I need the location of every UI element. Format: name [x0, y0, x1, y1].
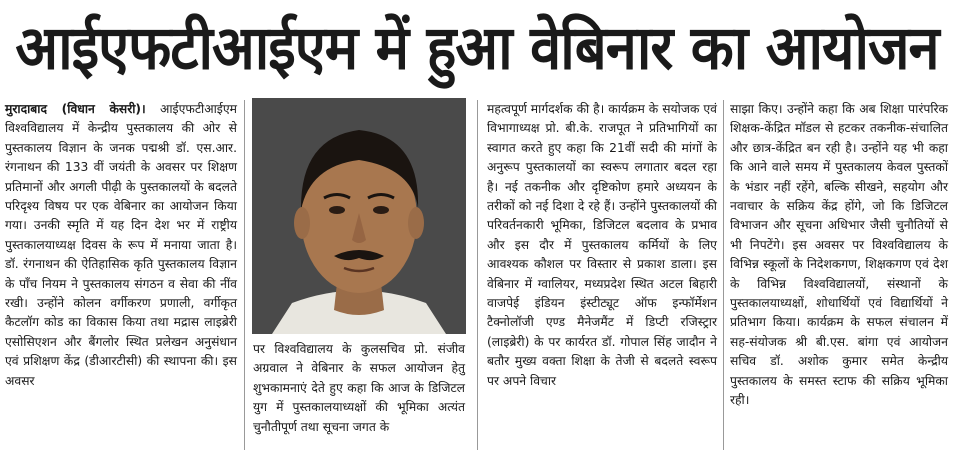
column-4-body: साझा किए। उन्होंने कहा कि अब शिक्षा पारंपरिक शिक्षक-केंद्रित मॉडल से हटकर तकनीक-संचालित और छात्र-केंद्रित बन रही है। उन्होंने यह भी कहा कि आने वाले समय में पुस्तकालय केवल पुस्तकों के भंडार नहीं रहेंगे, बल्कि सीखने, सहयोग और नवाचार के सक्रिय केंद्र होंगे, जो कि डिजिटल विभाजन और सूचना अधिभार जैसी चुनौतियों से भी निपटेंगे। इस अवसर पर विश्वविद्यालय के विभिन्न स्कूलों के निदेशकगण, शिक्षकगण एवं देश के विभिन्न विश्वविद्यालयों, संस्थानों के पुस्तकालयाध्यक्षों, शोधार्थियों एवं विद्यार्थियों ने प्रतिभाग किया। कार्यक्रम के सफल संचालन में सह-संयोजक श्री बी.एस. बांगा एवं आयोजन सचिव डॉ. अशोक कुमार समेत केन्द्रीय पुस्तकालय के समस्त स्टाफ की सक्रिय भूमिका रही।: [730, 102, 948, 408]
column-divider: [244, 100, 245, 450]
article-column-2: [253, 340, 465, 437]
article-column-4: [730, 100, 948, 411]
portrait-image: [252, 98, 466, 334]
article-column-3: [487, 100, 717, 391]
speaker-photo: [252, 98, 466, 334]
column-divider: [723, 100, 724, 450]
column-1-text: [5, 100, 237, 391]
column-divider: [477, 100, 478, 450]
article-headline: आईएफटीआईएम में हुआ वेबिनार का आयोजन: [15, 13, 939, 84]
article-column-1: [5, 100, 237, 391]
column-2-body: पर विश्वविद्यालय के कुलसचिव प्रो. संजीव अग्रवाल ने वेबिनार के सफल आयोजन हेतु शुभकामनाएं देते हुए कहा कि आज के डिजिटल युग में पुस्तकालयाध्यक्षों की भूमिका अत्यंत चुनौतीपूर्ण तथा सूचना जगत के: [253, 342, 465, 434]
column-3-body: महत्वपूर्ण मार्गदर्शक की है। कार्यक्रम के सयोजक एवं विभागाध्यक्ष प्रो. बी.के. राजपूत ने प्रतिभागियों का स्वागत करते हुए कहा कि 21वीं सदी की मांगों के अनुरूप पुस्तकालयों का स्वरूप लगातार बदल रहा है। नई तकनीक और दृष्टिकोण हमारे अध्ययन के तरीकों को नई दिशा दे रहे हैं। उन्होंने पुस्तकालयों की परिवर्तनकारी भूमिका, डिजिटल बदलाव के प्रभाव और इस दौर में पुस्तकालय कर्मियों के लिए आवश्यक कौशल पर विस्तार से प्रकाश डाला। इस वेबिनार में ग्वालियर, मध्यप्रदेश स्थित अटल बिहारी वाजपेई इंडियन इंस्टीट्यूट ऑफ इन्फॉर्मेशन टैक्नोलॉजी एण्ड मैनेजमैंट में डिप्टी रजिस्ट्रार (लाइब्रेरी) के पर कार्यरत डॉ. गोपाल सिंह जादौन ने बतौर मुख्य वक्ता शिक्षा के तेजी से बदलते स्वरूप पर अपने विचार: [487, 102, 717, 388]
column-1-body: आईएफटीआईएम विश्वविद्यालय में केन्द्रीय पुस्तकालय की ओर से पुस्तकालय विज्ञान के जनक पद्मश्री डॉ. एस.आर. रंगनाथन की 133 वीं जयंती के अवसर पर शिक्षण प्रतिमानों और अगली पीढ़ी के पुस्तकालयों के बदलते परिदृश्य विषय पर एक वेबिनार का आयोजन किया गया। उनकी स्मृति में यह दिन देश भर में राष्ट्रीय पुस्तकालयाध्यक्ष दिवस के रूप में मनाया जाता है। डॉ. रंगनाथन की ऐतिहासिक कृति पुस्तकालय विज्ञान के पाँच नियम ने पुस्तकालय संगठन व सेवा की नींव रखी। उन्होंने कोलन वर्गीकरण प्रणाली, वर्गीकृत कैटलॉग कोड का विकास किया तथा मद्रास लाइब्रेरी एसोसिएशन और बैंगलोर स्थित प्रलेखन अनुसंधान एवं प्रशिक्षण केंद्र (डीआरटीसी) की स्थापना की। इस अवसर: [5, 102, 237, 388]
dateline: मुरादाबाद (विधान केसरी)।: [5, 102, 146, 116]
